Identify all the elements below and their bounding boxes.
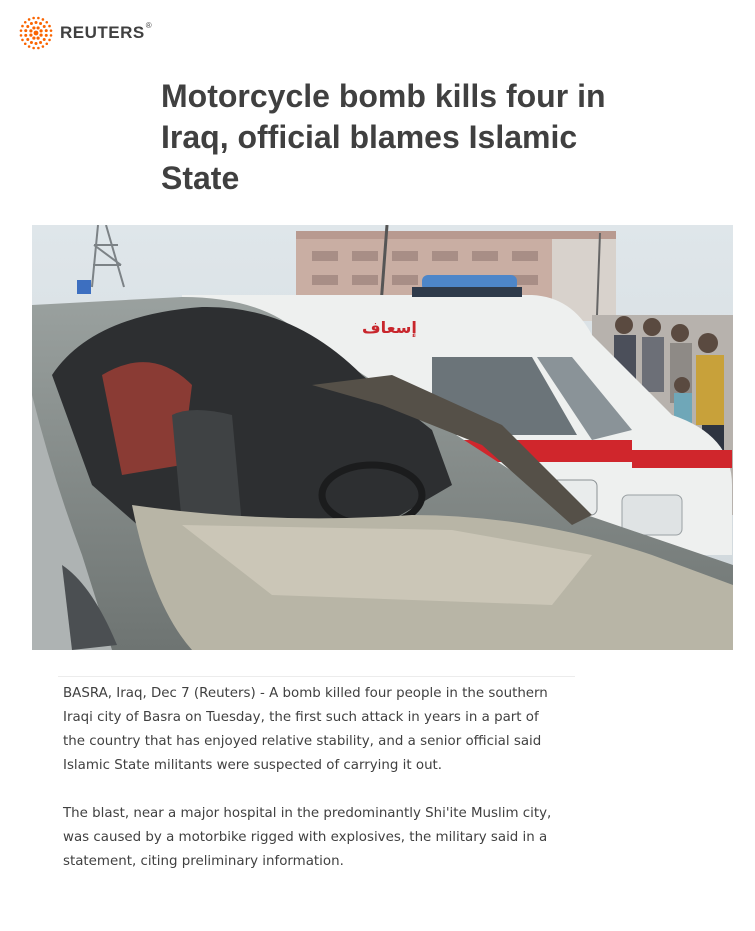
logo-dot bbox=[43, 25, 46, 28]
registered-mark: ® bbox=[145, 21, 153, 30]
article-headline: Motorcycle bomb kills four in Iraq, official blames Islamic State bbox=[161, 78, 606, 196]
logo-dot bbox=[29, 34, 32, 37]
logo-dot bbox=[21, 25, 24, 28]
article-body bbox=[63, 682, 563, 898]
logo-dot bbox=[28, 45, 31, 48]
logo-dot bbox=[39, 41, 42, 44]
logo-dot bbox=[37, 26, 40, 29]
logo-dot bbox=[32, 47, 35, 50]
logo-dot bbox=[50, 34, 53, 37]
logo-dot bbox=[43, 38, 46, 41]
logo-dot bbox=[35, 42, 38, 45]
logo-dot bbox=[26, 38, 29, 41]
logo-dot bbox=[32, 36, 35, 39]
divider bbox=[58, 676, 575, 677]
logo-dot bbox=[29, 29, 32, 32]
article-paragraph: BASRA, Iraq, Dec 7 (Reuters) - A bomb killed four people in the southern Iraqi city of Basra on Tuesday, the first such attack in years in a part of the country that has enjoyed relative stability, and a senior official said Islamic State militants were suspected of carrying it out. bbox=[63, 686, 548, 773]
brand-wordmark: REUTERS® bbox=[60, 21, 153, 42]
logo-dot bbox=[48, 39, 51, 42]
logo-dot bbox=[24, 21, 27, 24]
logo-dot bbox=[34, 31, 39, 36]
logo-dot bbox=[37, 47, 40, 50]
logo-dot bbox=[45, 21, 48, 24]
logo-dot bbox=[26, 25, 29, 28]
logo-dot bbox=[50, 29, 53, 32]
damaged-car-photo bbox=[32, 225, 733, 650]
logo-dot bbox=[39, 34, 42, 37]
logo-dot bbox=[48, 25, 51, 28]
logo-dot bbox=[35, 21, 38, 24]
logo-dot bbox=[20, 29, 23, 32]
logo-dot bbox=[42, 45, 45, 48]
logo-dot bbox=[28, 18, 31, 21]
logo-dot bbox=[37, 36, 40, 39]
logo-dot bbox=[21, 39, 24, 42]
logo-dot bbox=[37, 17, 40, 20]
logo-dot bbox=[20, 34, 23, 37]
reuters-logo-icon bbox=[18, 16, 54, 50]
logo-dot bbox=[24, 29, 27, 32]
logo-dot bbox=[45, 29, 48, 32]
logo-dot bbox=[30, 22, 33, 25]
reuters-logo[interactable] bbox=[18, 16, 152, 50]
logo-dot bbox=[24, 34, 27, 37]
article-paragraph: The blast, near a major hospital in the predominantly Shi'ite Muslim city, was caused by a motorbike rigged with explosives, the military said in a statement, citing preliminary information. bbox=[63, 806, 552, 869]
hero-photo[interactable] bbox=[32, 225, 733, 650]
logo-dot bbox=[39, 22, 42, 25]
ambulance-lettering: إسعاف bbox=[362, 318, 417, 337]
logo-dot bbox=[32, 26, 35, 29]
logo-dot bbox=[24, 42, 27, 45]
logo-dot bbox=[39, 29, 42, 32]
logo-dot bbox=[32, 17, 35, 20]
logo-dot bbox=[30, 41, 33, 44]
logo-dot bbox=[45, 34, 48, 37]
logo-dot bbox=[45, 42, 48, 45]
logo-dot bbox=[42, 18, 45, 21]
